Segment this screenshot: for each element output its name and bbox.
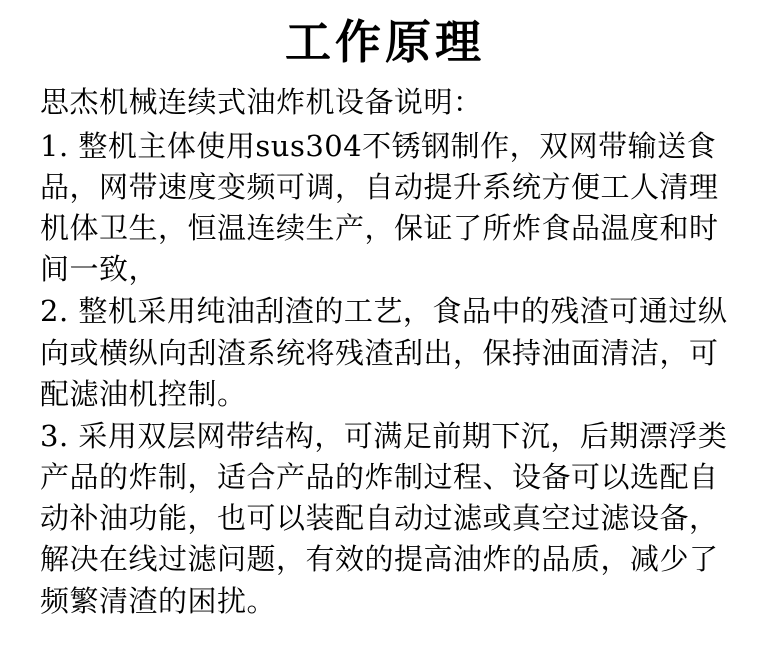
page-title: 工作原理 (285, 15, 485, 69)
intro-paragraph: 思杰机械连续式油炸机设备说明： (40, 84, 483, 119)
paragraph-2: 2. 整机采用纯油刮渣的工艺，食品中的残渣可通过纵向或横纵向刮渣系统将残渣刮出，保持油面清洁，可配滤油机控制。 (40, 294, 728, 411)
paragraph-3: 3. 采用双层网带结构，可满足前期下沉，后期漂浮类产品的炸制，适合产品的炸制过程、设备可以选配自动补油功能，也可以装配自动过滤或真空过滤设备，解决在线过滤问题，有效的提高油炸的品质，减少了频繁清渣的困扰。 (40, 418, 728, 618)
paragraph-1: 1. 整机主体使用sus304不锈钢制作，双网带输送食品，网带速度变频可调，自动提升系统方便工人清理机体卫生，恒温连续生产，保证了所炸食品温度和时间一致， (40, 128, 719, 287)
document-body (40, 82, 730, 622)
